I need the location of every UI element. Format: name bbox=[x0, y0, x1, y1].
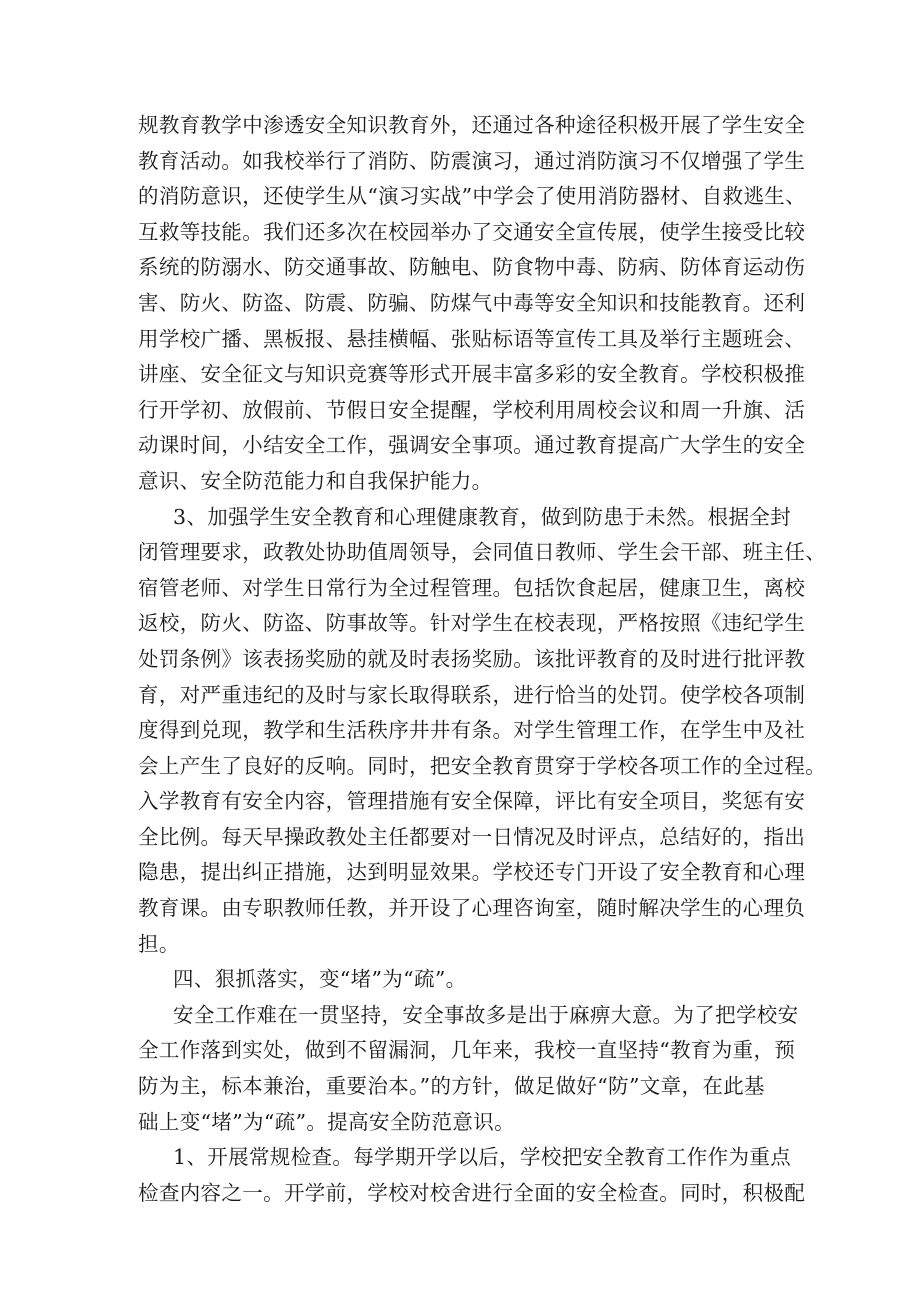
text-line: 宿管老师、对学生日常行为全过程管理。包括饮食起居，健康卫生，离校 bbox=[138, 575, 806, 600]
text-line: 全比例。每天早操政教处主任都要对一日情况及时评点，总结好的，指出 bbox=[138, 824, 806, 849]
text-line: 行开学初、放假前、节假日安全提醒，学校利用周校会议和周一升旗、活 bbox=[138, 397, 806, 422]
text-line: 讲座、安全征文与知识竞赛等形式开展丰富多彩的安全教育。学校积极推 bbox=[138, 362, 806, 387]
text-line: 会上产生了良好的反响。同时，把安全教育贯穿于学校各项工作的全过程。 bbox=[138, 753, 827, 778]
text-line: 担。 bbox=[138, 931, 180, 956]
text-line: 3、加强学生安全教育和心理健康教育，做到防患于未然。根据全封 bbox=[173, 504, 792, 529]
text-line: 动课时间，小结安全工作，强调安全事项。通过教育提高广大学生的安全 bbox=[138, 433, 806, 458]
text-line: 系统的防溺水、防交通事故、防触电、防食物中毒、防病、防体育运动伤 bbox=[138, 255, 806, 280]
text-line: 全工作落到实处，做到不留漏洞，几年来，我校一直坚持“教育为重，预 bbox=[138, 1038, 796, 1063]
text-line: 闭管理要求，政教处协助值周领导，会同值日教师、学生会干部、班主任、 bbox=[138, 540, 827, 565]
text-line: 度得到兑现，教学和生活秩序井井有条。对学生管理工作，在学生中及社 bbox=[138, 718, 806, 743]
text-line: 隐患，提出纠正措施，达到明显效果。学校还专门开设了安全教育和心理 bbox=[138, 860, 806, 885]
document-body bbox=[138, 108, 827, 1211]
text-line: 入学教育有安全内容，管理措施有安全保障，评比有安全项目，奖惩有安 bbox=[138, 789, 806, 814]
text-line: 1、开展常规检查。每学期开学以后，学校把安全教育工作作为重点 bbox=[173, 1145, 792, 1170]
text-line: 意识、安全防范能力和自我保护能力。 bbox=[138, 468, 493, 493]
text-line: 四、狠抓落实，变“堵”为“疏”。 bbox=[173, 967, 467, 992]
text-line: 规教育教学中渗透安全知识教育外，还通过各种途径积极开展了学生安全 bbox=[138, 113, 806, 137]
text-line: 互救等技能。我们还多次在校园举办了交通安全宣传展，使学生接受比较 bbox=[138, 219, 806, 244]
text-line: 安全工作难在一贯坚持，安全事故多是出于麻痹大意。为了把学校安 bbox=[173, 1002, 799, 1027]
text-line: 础上变“堵”为“疏”。提高安全防范意识。 bbox=[138, 1109, 515, 1134]
text-line: 防为主，标本兼治，重要治本。”的方针，做足做好“防”文章，在此基 bbox=[138, 1074, 765, 1099]
text-line: 处罚条例》该表扬奖励的就及时表扬奖励。该批评教育的及时进行批评教 bbox=[138, 646, 806, 671]
text-line: 害、防火、防盗、防震、防骗、防煤气中毒等安全知识和技能教育。还利 bbox=[138, 290, 806, 315]
text-line: 教育课。由专职教师任教，并开设了心理咨询室，随时解决学生的心理负 bbox=[138, 896, 806, 921]
text-line: 的消防意识，还使学生从“演习实战”中学会了使用消防器材、自救逃生、 bbox=[138, 184, 807, 209]
text-line: 用学校广播、黑板报、悬挂横幅、张贴标语等宣传工具及举行主题班会、 bbox=[138, 326, 806, 351]
text-line: 返校，防火、防盗、防事故等。针对学生在校表现，严格按照《违纪学生 bbox=[138, 611, 806, 636]
text-line: 检查内容之一。开学前，学校对校舍进行全面的安全检查。同时，积极配 bbox=[138, 1180, 806, 1205]
text-line: 育，对严重违纪的及时与家长取得联系，进行恰当的处罚。使学校各项制 bbox=[138, 682, 806, 707]
text-line: 教育活动。如我校举行了消防、防震演习，通过消防演习不仅增强了学生 bbox=[138, 148, 806, 173]
